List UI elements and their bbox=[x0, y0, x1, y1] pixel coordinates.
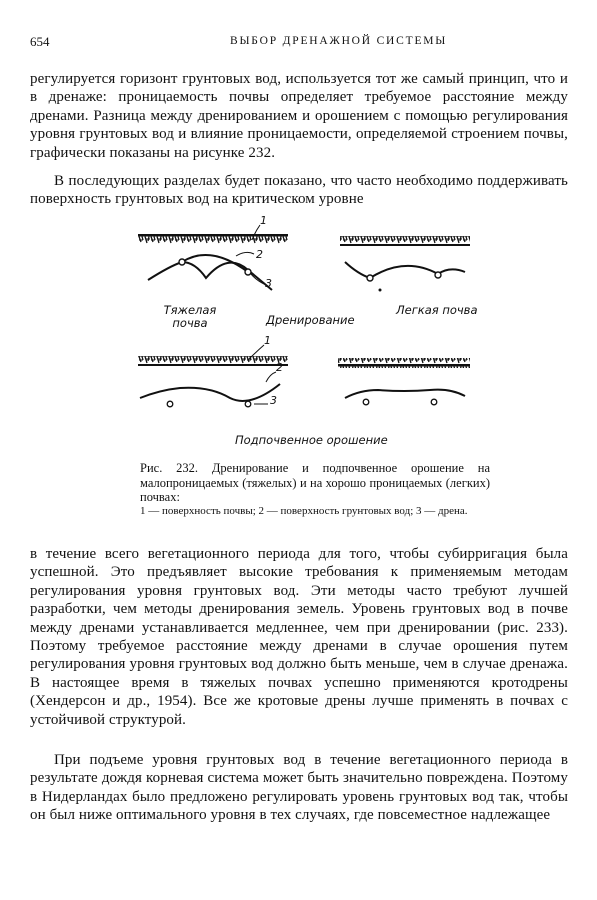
label-subirrigation: Подпочвенное орошение bbox=[235, 433, 388, 447]
figure-number-3-top: 3 bbox=[265, 277, 272, 290]
leader-2-bottom bbox=[266, 372, 276, 382]
drain-light-drainage-3 bbox=[379, 289, 382, 292]
soil-surface-heavy-subirrigation bbox=[138, 356, 288, 366]
figure-number-1-top: 1 bbox=[260, 214, 267, 227]
figure-232 bbox=[120, 214, 500, 454]
label-light-soil: Легкая почва bbox=[396, 303, 478, 317]
figure-number-3-bottom: 3 bbox=[270, 394, 277, 407]
figure-caption: Рис. 232. Дренирование и подпочвенное орошение на малопроницаемых (тяжелых) и на хорошо проницаемых (легких) почвах: bbox=[140, 461, 490, 504]
water-table-light-drainage bbox=[345, 262, 465, 278]
soil-surface-light-drainage bbox=[340, 236, 470, 246]
drain-light-drainage-2 bbox=[435, 272, 441, 278]
figure-number-1-bottom: 1 bbox=[264, 334, 271, 347]
water-table-heavy-subirrigation bbox=[140, 384, 280, 401]
figure-drawing bbox=[120, 214, 500, 454]
paragraph-4: При подъеме уровня грунтовых вод в течение вегетационного периода в результате дождя корневая система может быть значительно повреждена. Поэтому в Нидерландах было предложено регулировать уровень грунтовых вод так, чтобы он был ниже оптимального уровня в тех случаях, где повсеместное надлежащее bbox=[30, 752, 568, 824]
drain-heavy-subirrigation-2 bbox=[245, 401, 251, 407]
figure-legend: 1 — поверхность почвы; 2 — поверхность грунтовых вод; 3 — дрена. bbox=[140, 505, 468, 517]
soil-surface-light-subirrigation bbox=[338, 358, 470, 368]
drain-light-subirrigation-2 bbox=[431, 399, 437, 405]
soil-surface-heavy-drainage bbox=[138, 234, 288, 244]
figure-number-2-bottom: 2 bbox=[276, 361, 283, 374]
water-table-light-subirrigation bbox=[345, 390, 465, 398]
paragraph-3: в течение всего вегетационного периода для того, чтобы субирригация была успешной. Это предъявляет высокие требования к применяемым методам регулирования уровня грунтовых вод. Эти методы часто требуют лучшей разработки, чем методы дренирования земель. Уровень грунтовых вод в почве между дренами устанавливается медленнее, чем при дренировании (рис. 233). Поэтому требуемое расстояние между дренами в случае орошения путем регулирования уровня грунтовых вод должно быть меньше, чем в случае дренажа. В настоящее время в тяжелых почвах успешно применяются кротодрены (Хендерсон и др., 1954). Все же кротовые дрены лучше применять в почвах с устойчивой структурой. bbox=[30, 546, 568, 728]
running-head: ВЫБОР ДРЕНАЖНОЙ СИСТЕМЫ bbox=[230, 35, 448, 47]
paragraph-1: регулируется горизонт грунтовых вод, используется тот же самый принцип, что и в дренаже: проницаемость почвы определяет требуемое расстояние между дренами. Разница между дренированием и орошением с помощью регулирования уровня грунтовых вод и влияние проницаемости, определяемой строением почвы, графически показаны на рисунке 232. bbox=[30, 71, 568, 161]
drain-light-subirrigation-1 bbox=[363, 399, 369, 405]
drain-heavy-subirrigation-1 bbox=[167, 401, 173, 407]
drain-heavy-drainage-2 bbox=[245, 269, 251, 275]
label-heavy-soil: Тяжелая почва bbox=[163, 303, 217, 330]
drain-light-drainage-1 bbox=[367, 275, 373, 281]
leader-2-top bbox=[236, 252, 254, 256]
figure-number-2-top: 2 bbox=[256, 248, 263, 261]
paragraph-2: В последующих разделах будет показано, что часто необходимо поддерживать поверхность грунтовых вод на критическом уровне bbox=[30, 173, 568, 208]
label-drainage: Дренирование bbox=[266, 313, 355, 327]
drain-heavy-drainage-1 bbox=[179, 259, 185, 265]
page-number: 654 bbox=[30, 34, 50, 49]
page-header bbox=[30, 34, 570, 52]
